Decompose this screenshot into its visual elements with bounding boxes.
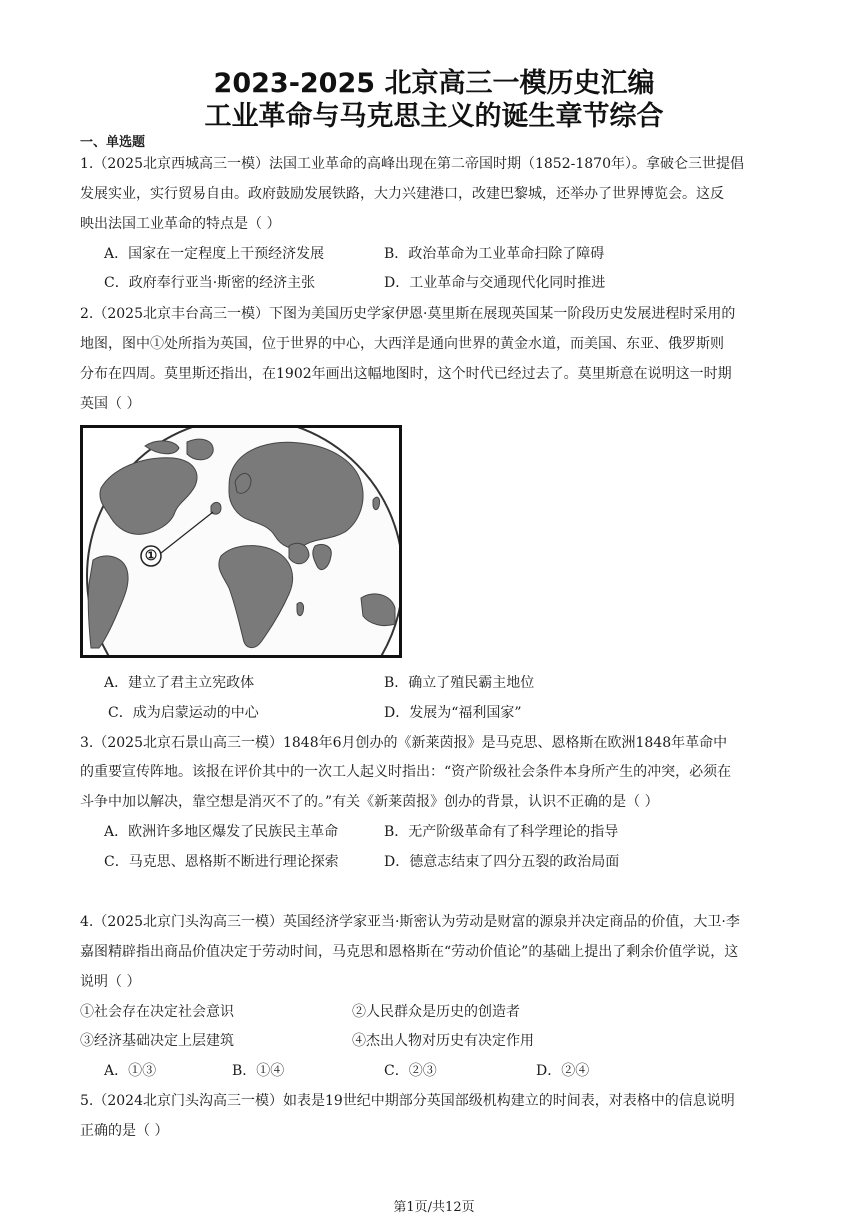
q3-stem-line2: 的重要宣传阵地。该报在评价其中的一次工人起义时指出：“资产阶级社会条件本身所产生的冲突，必须在: [80, 764, 732, 780]
world-map-figure: [80, 425, 402, 658]
document-title-line2: 工业革命与马克思主义的诞生章节综合: [204, 101, 664, 132]
page-number: 第1页/共12页: [393, 1200, 475, 1215]
q2-option-d: D．发展为“福利国家”: [384, 705, 522, 721]
section-heading: 一、单选题: [80, 135, 146, 150]
q2-stem-line4: 英国（ ）: [80, 396, 141, 412]
q1-option-c: C．政府奉行亚当·斯密的经济主张: [104, 275, 316, 291]
q4-statement-4: ④杰出人物对历史有决定作用: [352, 1033, 534, 1049]
q4-statement-1: ①社会存在决定社会意识: [80, 1004, 234, 1020]
q4-option-c: C．②③: [384, 1063, 437, 1079]
q5-stem-line2: 正确的是（ ）: [80, 1123, 169, 1139]
q5-stem-line1: 5.（2024北京门头沟高三一模）如表是19世纪中期部分英国部级机构建立的时间表，对表格中的信息说明: [80, 1093, 735, 1109]
q2-stem-line2: 地图，图中①处所指为英国，位于世界的中心，大西洋是通向世界的黄金水道，而美国、东亚、俄罗斯则: [80, 336, 724, 352]
map-marker-1: ①: [144, 548, 158, 564]
q1-option-a: A．国家在一定程度上干预经济发展: [104, 246, 325, 262]
q1-option-d: D．工业革命与交通现代化同时推进: [384, 275, 606, 291]
q4-statement-3: ③经济基础决定上层建筑: [80, 1033, 234, 1049]
q4-option-b: B．①④: [232, 1063, 285, 1079]
q4-stem-line1: 4.（2025北京门头沟高三一模）英国经济学家亚当·斯密认为劳动是财富的源泉并决定商品的价值，大卫·李: [80, 914, 740, 930]
world-map-illustration: [83, 428, 399, 655]
q3-option-a: A．欧洲许多地区爆发了民族民主革命: [104, 824, 339, 840]
q4-statement-2: ②人民群众是历史的创造者: [352, 1004, 520, 1020]
q4-stem-line3: 说明（ ）: [80, 974, 141, 990]
q2-option-a: A．建立了君主立宪政体: [104, 675, 255, 691]
q1-stem-line1: 1.（2025北京西城高三一模）法国工业革命的高峰出现在第二帝国时期（1852-1870年）。拿破仑三世提倡: [80, 156, 744, 172]
q3-stem-line1: 3.（2025北京石景山高三一模）1848年6月创办的《新莱茵报》是马克思、恩格斯在欧洲1848年革命中: [80, 735, 728, 751]
q2-stem-line3: 分布在四周。莫里斯还指出，在1902年画出这幅地图时，这个时代已经过去了。莫里斯意在说明这一时期: [80, 366, 732, 382]
q3-option-c: C．马克思、恩格斯不断进行理论探索: [104, 854, 339, 870]
q1-option-b: B．政治革命为工业革命扫除了障碍: [384, 246, 605, 262]
q1-stem-line2: 发展实业，实行贸易自由。政府鼓励发展铁路，大力兴建港口，改建巴黎城，还举办了世界博览会。这反: [80, 186, 724, 202]
q4-option-a: A．①③: [104, 1063, 157, 1079]
q2-option-c: C．成为启蒙运动的中心: [108, 705, 259, 721]
q4-stem-line2: 嘉图精辟指出商品价值决定于劳动时间，马克思和恩格斯在“劳动价值论”的基础上提出了剩余价值学说，这: [80, 944, 739, 960]
document-title-line1: 2023-2025 北京高三一模历史汇编: [213, 68, 655, 99]
q3-option-d: D．德意志结束了四分五裂的政治局面: [384, 854, 620, 870]
q1-stem-line3: 映出法国工业革命的特点是（ ）: [80, 216, 281, 232]
q3-stem-line3: 斗争中加以解决，靠空想是消灭不了的。”有关《新莱茵报》创办的背景，认识不正确的是（ ）: [80, 794, 659, 810]
q4-option-d: D．②④: [536, 1063, 590, 1079]
q3-option-b: B．无产阶级革命有了科学理论的指导: [384, 824, 619, 840]
q2-option-b: B．确立了殖民霸主地位: [384, 675, 535, 691]
q2-stem-line1: 2.（2025北京丰台高三一模）下图为美国历史学家伊恩·莫里斯在展现英国某一阶段历史发展进程时采用的: [80, 306, 736, 322]
